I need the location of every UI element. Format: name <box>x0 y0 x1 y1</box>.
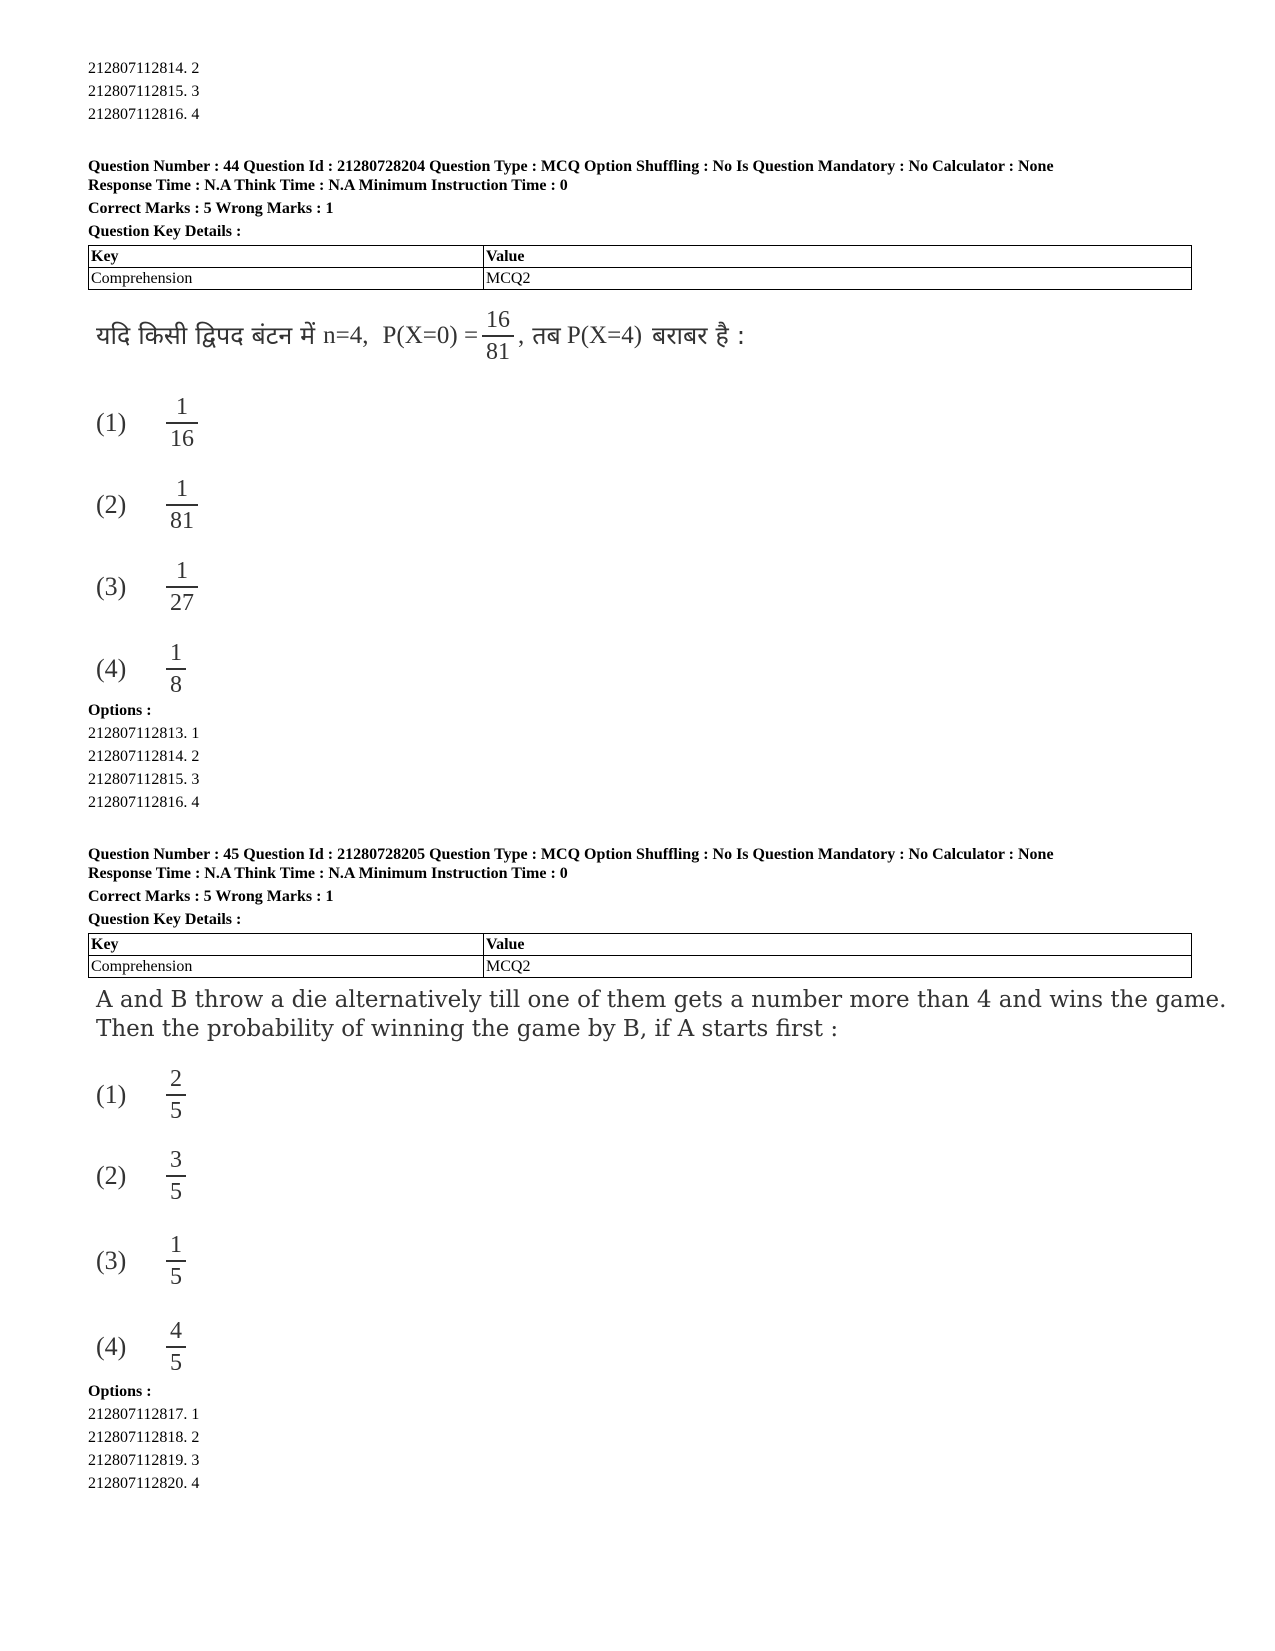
q44-choice <box>96 556 202 618</box>
choice-num: 1 <box>176 558 188 584</box>
choice-num: 1 <box>170 640 182 666</box>
stem-hindi-2: तब <box>532 321 561 350</box>
choice-label: (3) <box>96 572 127 601</box>
stem-hindi-3: बराबर है : <box>652 321 746 350</box>
choice-label: (4) <box>96 654 127 683</box>
q45-choice <box>96 1230 190 1292</box>
choice-label: (1) <box>96 408 127 437</box>
value-header: Value <box>484 934 1192 956</box>
q45-stem-line1: A and B throw a die alternatively till one of them gets a number more than 4 and wins the game. <box>96 987 1227 1013</box>
choice-den: 27 <box>166 586 198 618</box>
option-line: 212807112818. 2 <box>88 1429 200 1446</box>
choice-num: 2 <box>170 1066 182 1092</box>
choice-num: 4 <box>170 1318 182 1344</box>
q45-choice <box>96 1316 190 1378</box>
q45-meta-line1: Question Number : 45 Question Id : 21280728205 Question Type : MCQ Option Shuffling : No Is Question Mandatory : No Calculator : None <box>88 846 1054 863</box>
stem-px0: P(X=0) = <box>382 322 479 349</box>
choice-den: 5 <box>166 1094 186 1126</box>
q45-key-table <box>88 933 1192 978</box>
q44-stem <box>96 305 745 367</box>
choice-fraction <box>166 638 186 700</box>
option-line: 212807112814. 2 <box>88 748 200 765</box>
choice-den: 16 <box>166 422 198 454</box>
value-cell: MCQ2 <box>484 268 1192 290</box>
choice-den: 5 <box>166 1346 186 1378</box>
q44-meta-line2: Response Time : N.A Think Time : N.A Minimum Instruction Time : 0 <box>88 177 568 194</box>
choice-den: 5 <box>166 1175 186 1207</box>
q44-options-label: Options : <box>88 702 152 719</box>
q45-key-details-label: Question Key Details : <box>88 911 242 928</box>
choice-label: (4) <box>96 1332 127 1361</box>
option-line: 212807112816. 4 <box>88 106 200 123</box>
stem-comma: , <box>518 322 525 349</box>
choice-num: 3 <box>170 1147 182 1173</box>
q45-stem-line2: Then the probability of winning the game by B, if A starts first : <box>96 1016 839 1042</box>
q44-key-details-label: Question Key Details : <box>88 223 242 240</box>
q45-choice <box>96 1145 190 1207</box>
q44-choice <box>96 474 202 536</box>
option-line: 212807112813. 1 <box>88 725 200 742</box>
option-line: 212807112819. 3 <box>88 1452 200 1469</box>
option-line: 212807112816. 4 <box>88 794 200 811</box>
option-line: 212807112814. 2 <box>88 60 200 77</box>
q45-meta-line2: Response Time : N.A Think Time : N.A Minimum Instruction Time : 0 <box>88 865 568 882</box>
choice-num: 1 <box>170 1232 182 1258</box>
q44-key-table <box>88 245 1192 290</box>
choice-fraction <box>166 1064 186 1126</box>
stem-hindi-1: यदि किसी द्विपद बंटन में <box>96 321 316 350</box>
option-line: 212807112815. 3 <box>88 83 200 100</box>
key-cell: Comprehension <box>89 268 484 290</box>
value-header: Value <box>484 246 1192 268</box>
choice-num: 1 <box>176 394 188 420</box>
q45-options-label: Options : <box>88 1383 152 1400</box>
stem-frac-num: 16 <box>486 307 511 333</box>
choice-fraction <box>166 1145 186 1207</box>
stem-n: n=4, <box>323 322 369 349</box>
option-line: 212807112815. 3 <box>88 771 200 788</box>
choice-den: 81 <box>166 504 198 536</box>
q45-marks: Correct Marks : 5 Wrong Marks : 1 <box>88 888 334 905</box>
q45-choice <box>96 1064 190 1126</box>
choice-num: 1 <box>176 476 188 502</box>
choice-fraction <box>166 556 198 618</box>
q44-choice <box>96 392 202 454</box>
stem-px4: P(X=4) <box>566 322 643 349</box>
q44-marks: Correct Marks : 5 Wrong Marks : 1 <box>88 200 334 217</box>
q44-meta-line1: Question Number : 44 Question Id : 21280728204 Question Type : MCQ Option Shuffling : No Is Question Mandatory : No Calculator : None <box>88 158 1054 175</box>
key-header: Key <box>89 934 484 956</box>
key-cell: Comprehension <box>89 956 484 978</box>
choice-label: (1) <box>96 1080 127 1109</box>
choice-label: (2) <box>96 1161 127 1190</box>
stem-fraction <box>482 305 514 367</box>
choice-label: (2) <box>96 490 127 519</box>
value-cell: MCQ2 <box>484 956 1192 978</box>
choice-fraction <box>166 474 198 536</box>
choice-den: 5 <box>166 1260 186 1292</box>
choice-fraction <box>166 1230 186 1292</box>
choice-fraction <box>166 392 198 454</box>
q44-choice <box>96 638 190 700</box>
choice-den: 8 <box>166 668 186 700</box>
option-line: 212807112820. 4 <box>88 1475 200 1492</box>
stem-frac-den: 81 <box>482 335 514 367</box>
choice-label: (3) <box>96 1246 127 1275</box>
choice-fraction <box>166 1316 186 1378</box>
option-line: 212807112817. 1 <box>88 1406 200 1423</box>
key-header: Key <box>89 246 484 268</box>
